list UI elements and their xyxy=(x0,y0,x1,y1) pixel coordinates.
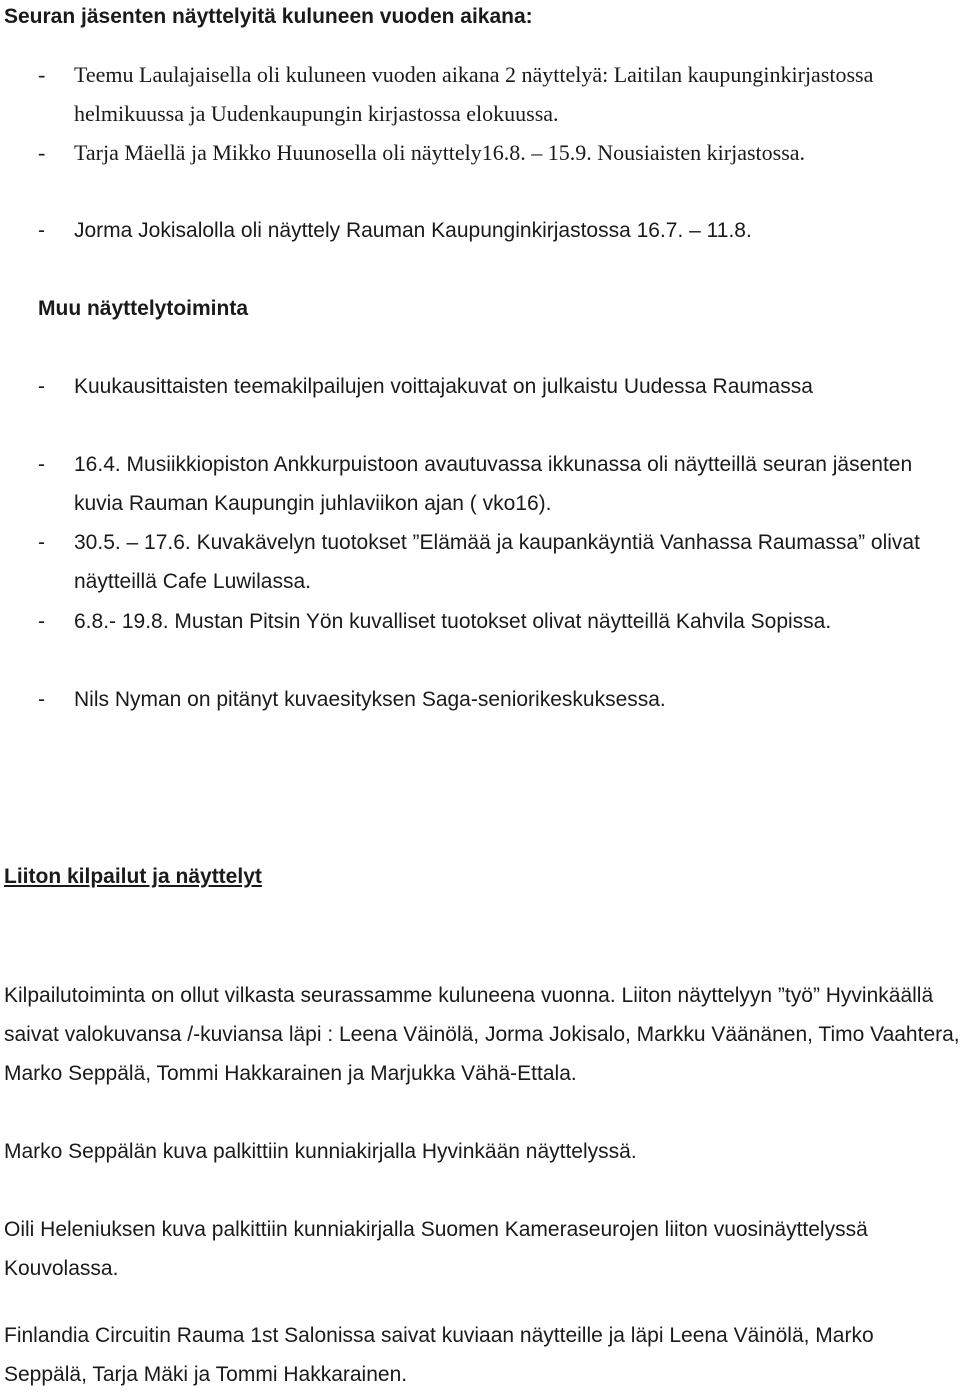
list-item-text: 30.5. – 17.6. Kuvakävelyn tuotokset ”Elämää ja kaupankäyntiä Vanhassa Raumassa” olivat näytteillä Cafe Luwilassa. xyxy=(74,531,920,593)
section-heading-member-exhibitions: Seuran jäsenten näyttelyitä kuluneen vuoden aikana: xyxy=(4,5,533,28)
list-item xyxy=(38,602,948,641)
list-item xyxy=(38,55,948,133)
list-item-text: Teemu Laulajaisella oli kuluneen vuoden aikana 2 näyttelyä: Laitilan kaupunginkirjastossa helmikuussa ja Uudenkaupungin kirjastossa elokuussa. xyxy=(74,62,874,126)
paragraph: Oili Heleniuksen kuva palkittiin kunniakirjalla Suomen Kameraseurojen liiton vuosinäyttelyssä Kouvolassa. xyxy=(4,1218,868,1280)
list-item xyxy=(38,445,948,523)
list-item xyxy=(38,680,948,719)
section-heading-federation-competitions: Liiton kilpailut ja näyttelyt xyxy=(4,865,262,888)
list-dash: - xyxy=(38,688,45,711)
list-dash: - xyxy=(38,453,45,476)
list-item-text: Kuukausittaisten teemakilpailujen voittajakuvat on julkaistu Uudessa Raumassa xyxy=(74,375,813,398)
list-item xyxy=(38,211,948,250)
list-dash: - xyxy=(38,610,45,633)
section-heading-other-exhibitions: Muu näyttelytoiminta xyxy=(38,297,249,320)
list-dash: - xyxy=(38,219,45,242)
list-dash: - xyxy=(38,140,46,165)
list-item xyxy=(38,133,948,172)
list-dash: - xyxy=(38,375,45,398)
list-dash: - xyxy=(38,531,45,554)
paragraph: Finlandia Circuitin Rauma 1st Salonissa saivat kuviaan näytteille ja läpi Leena Väinölä, Marko Seppälä, Tarja Mäki ja Tommi Hakkarainen. xyxy=(4,1324,874,1386)
list-item-text: 6.8.- 19.8. Mustan Pitsin Yön kuvalliset tuotokset olivat näytteillä Kahvila Sopissa. xyxy=(74,610,832,633)
list-item xyxy=(38,523,948,601)
paragraph: Kilpailutoiminta on ollut vilkasta seurassamme kuluneena vuonna. Liiton näyttelyyn ”työ” Hyvinkäällä saivat valokuvansa /-kuviansa läpi : Leena Väinölä, Jorma Jokisalo, Markku Väänänen, Timo Vaahtera, Marko Seppälä, Tommi Hakkarainen ja Marjukka Vähä-Ettala. xyxy=(4,984,960,1085)
paragraph: Marko Seppälän kuva palkittiin kunniakirjalla Hyvinkään näyttelyssä. xyxy=(4,1140,637,1163)
list-dash: - xyxy=(38,62,46,87)
list-item-text: Jorma Jokisalolla oli näyttely Rauman Kaupunginkirjastossa 16.7. – 11.8. xyxy=(74,219,752,242)
list-item-text: 16.4. Musiikkiopiston Ankkurpuistoon avautuvassa ikkunassa oli näytteillä seuran jäsenten kuvia Rauman Kaupungin juhlaviikon ajan ( vko16). xyxy=(74,453,913,515)
list-item xyxy=(38,367,948,406)
list-item-text: Nils Nyman on pitänyt kuvaesityksen Saga-seniorikeskuksessa. xyxy=(74,688,666,711)
list-item-text: Tarja Mäellä ja Mikko Huunosella oli näyttely16.8. – 15.9. Nousiaisten kirjastossa. xyxy=(74,140,806,165)
